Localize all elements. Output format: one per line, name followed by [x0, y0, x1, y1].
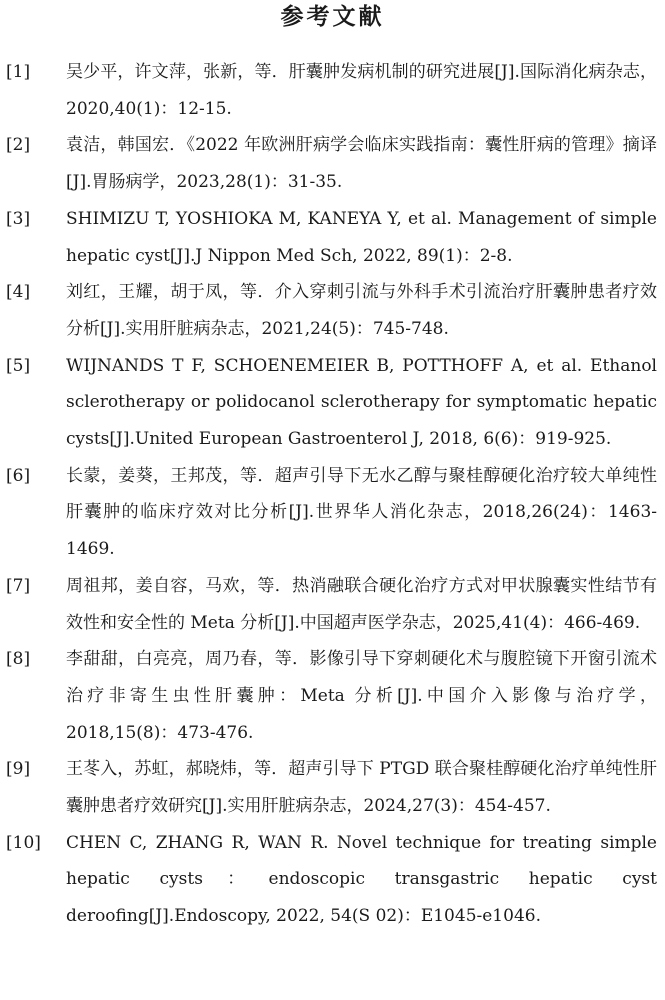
reference-number: [1]: [6, 62, 31, 82]
reference-item: [0, 458, 665, 568]
reference-number: [3]: [6, 208, 31, 229]
page-title: 参考文献: [280, 4, 385, 30]
reference-text: 王苳入，苏虹，郝晓炜，等．超声引导下 PTGD 联合聚桂醇硬化治疗单纯性肝囊肿患者疗效研究[J].实用肝脏病杂志，2024,27(3)：454-457.: [66, 759, 657, 817]
reference-item: [0, 348, 665, 458]
reference-number: [6]: [6, 465, 31, 486]
reference-text: 袁洁，韩国宏．《2022 年欧洲肝病学会临床实践指南：囊性肝病的管理》摘译[J].胃肠病学，2023,28(1)：31-35.: [66, 135, 657, 193]
reference-item: [0, 641, 665, 751]
reference-number: [9]: [6, 759, 31, 780]
reference-number: [8]: [6, 649, 31, 670]
reference-item: [0, 568, 665, 641]
reference-number: [5]: [6, 355, 31, 376]
reference-text: 李甜甜，白亮亮，周乃春，等．影像引导下穿刺硬化术与腹腔镜下开窗引流术治疗非寄生虫性肝囊肿：Meta 分析[J].中国介入影像与治疗学，2018,15(8)：473-476.: [66, 649, 657, 743]
reference-number: [2]: [6, 135, 31, 156]
reference-text: CHEN C, ZHANG R, WAN R. Novel technique for treating simple hepatic cysts：endoscopic transgastric hepatic cyst deroofing[J].Endoscopy, 2022, 54(S 02)：E1045-e1046.: [66, 832, 657, 927]
reference-text: WIJNANDS T F, SCHOENEMEIER B, POTTHOFF A, et al. Ethanol sclerotherapy or polidocanol sclerotherapy for symptomatic hepatic cysts[J].United European Gastroenterol J, 2018, 6(6)：919-925.: [66, 355, 657, 450]
reference-item: [0, 274, 665, 347]
reference-number: [4]: [6, 282, 31, 303]
reference-text: 吴少平，许文萍，张新，等．肝囊肿发病机制的研究进展[J].国际消化病杂志，2020,40(1)：12-15.: [66, 62, 657, 119]
reference-item: [0, 751, 665, 824]
reference-item: [0, 127, 665, 200]
reference-item: [0, 54, 665, 127]
reference-text: 长蒙，姜葵，王邦茂，等．超声引导下无水乙醇与聚桂醇硬化治疗较大单纯性肝囊肿的临床疗效对比分析[J].世界华人消化杂志，2018,26(24)：1463-1469.: [66, 465, 657, 560]
reference-list: [0, 54, 665, 935]
reference-text: 周祖邦，姜自容，马欢，等．热消融联合硬化治疗方式对甲状腺囊实性结节有效性和安全性的 Meta 分析[J].中国超声医学杂志，2025,41(4)：466-469.: [66, 575, 657, 633]
reference-text: SHIMIZU T, YOSHIOKA M, KANEYA Y, et al. Management of simple hepatic cyst[J].J Nippon Med Sch, 2022, 89(1)：2-8.: [66, 208, 657, 266]
reference-text: 刘红，王耀，胡于凤，等．介入穿刺引流与外科手术引流治疗肝囊肿患者疗效分析[J].实用肝脏病杂志，2021,24(5)：745-748.: [66, 282, 657, 339]
reference-item: [0, 201, 665, 274]
reference-number: [7]: [6, 575, 31, 596]
reference-number: [10]: [6, 832, 41, 853]
reference-item: [0, 825, 665, 935]
